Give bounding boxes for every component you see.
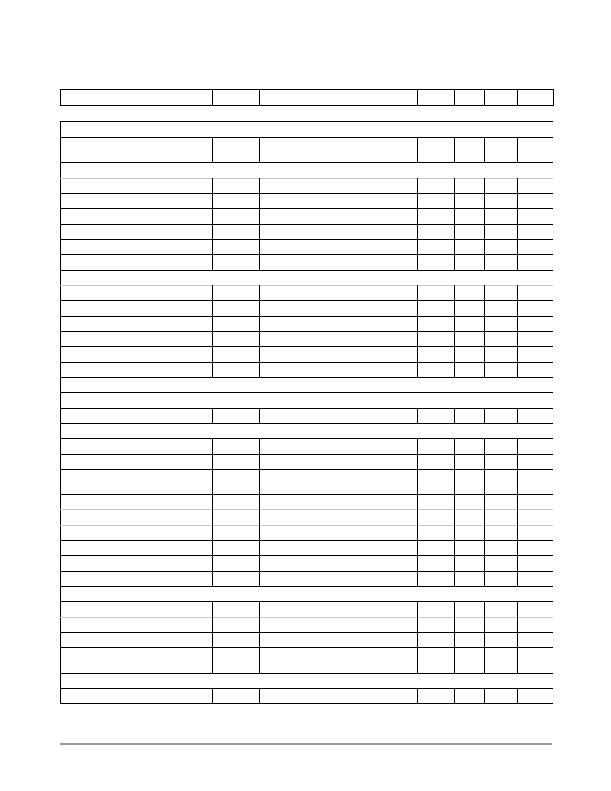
- row-group: [60, 438, 553, 586]
- col-divider: [417, 89, 418, 105]
- row-group: [60, 137, 553, 162]
- row-rule: [60, 162, 553, 163]
- col-divider: [259, 89, 260, 105]
- spec-table: [60, 121, 553, 704]
- col-divider: [484, 89, 485, 105]
- row-group: [60, 601, 553, 673]
- section-rule: [60, 392, 553, 393]
- row-group: [60, 408, 553, 423]
- section-rule: [60, 586, 553, 587]
- section-rule: [60, 270, 553, 271]
- section-rule: [60, 673, 553, 674]
- row-group: [60, 178, 553, 270]
- col-divider: [454, 89, 455, 105]
- header-row-table: [60, 89, 553, 105]
- section-rule: [60, 121, 553, 122]
- section-rule: [60, 423, 553, 424]
- col-divider: [212, 89, 213, 105]
- row-group: [60, 688, 553, 704]
- col-divider: [517, 89, 518, 105]
- row-group: [60, 285, 553, 377]
- footer-rule: [60, 743, 552, 745]
- row-rule: [60, 377, 553, 378]
